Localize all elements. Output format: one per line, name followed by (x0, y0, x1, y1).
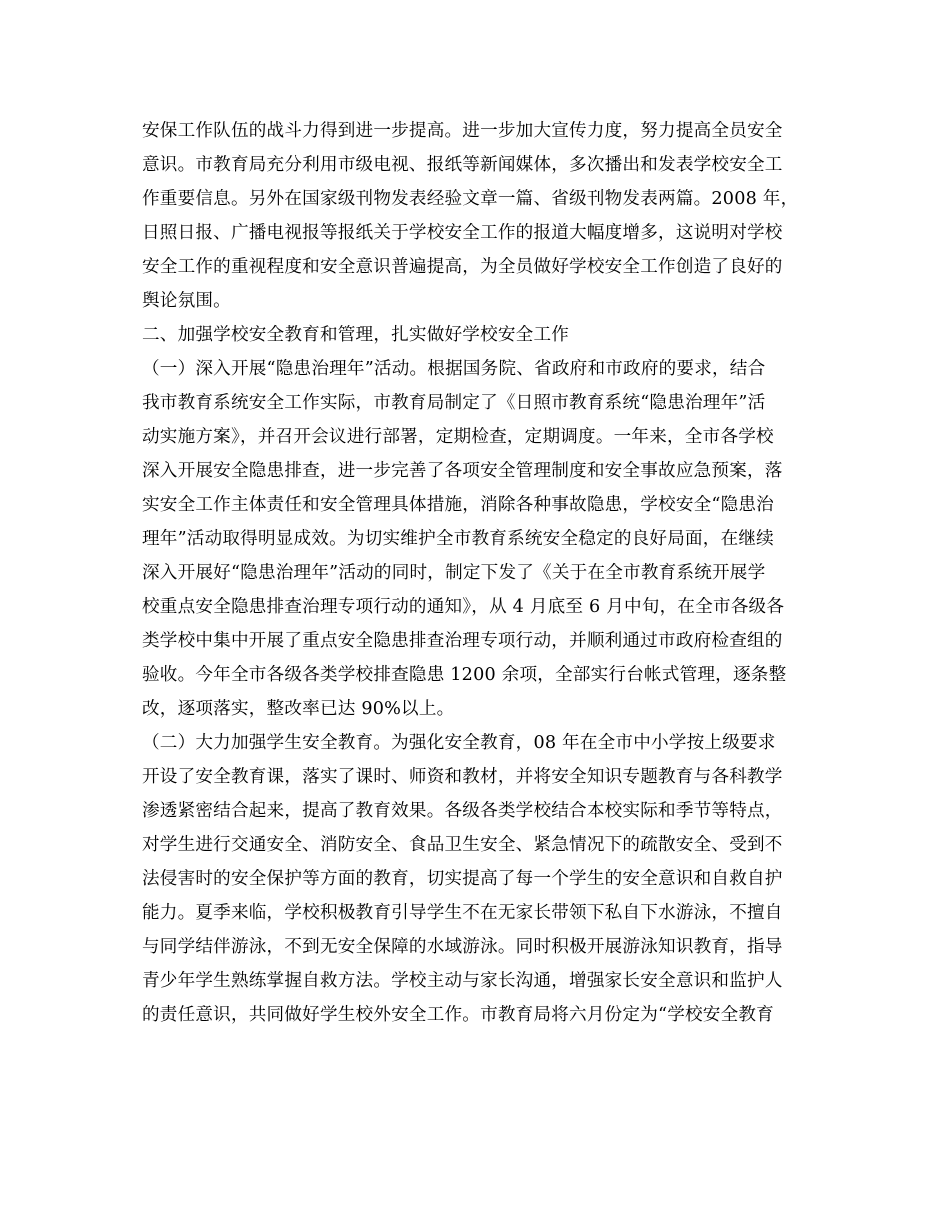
text-line: 动实施方案》，并召开会议进行部署，定期检查，定期调度。一年来，全市各学校 (142, 427, 774, 447)
text-line: 作重要信息。另外在国家级刊物发表经验文章一篇、省级刊物发表两篇。2008 年， (142, 189, 799, 209)
text-line: 实安全工作主体责任和安全管理具体措施，消除各种事故隐患，学校安全“隐患治 (142, 495, 774, 515)
text-line: 改，逐项落实，整改率已达 90%以上。 (142, 699, 455, 719)
text-line: （二）大力加强学生安全教育。为强化安全教育，08 年在全市中小学按上级要求 (142, 733, 776, 753)
text-line: 类学校中集中开展了重点安全隐患排查治理专项行动，并顺利通过市政府检查组的 (142, 631, 783, 651)
text-line: 舆论氛围。 (142, 291, 231, 311)
text-line: 校重点安全隐患排查治理专项行动的通知》，从 4 月底至 6 月中旬，在全市各级各 (142, 597, 785, 617)
section-heading: 二、加强学校安全教育和管理，扎实做好学校安全工作 (142, 325, 570, 345)
text-line: 深入开展安全隐患排查，进一步完善了各项安全管理制度和安全事故应急预案，落 (142, 461, 783, 481)
text-line: 深入开展好“隐患治理年”活动的同时，制定下发了《关于在全市教育系统开展学 (142, 563, 766, 583)
text-line: 开设了安全教育课，落实了课时、师资和教材，并将安全知识专题教育与各科教学 (142, 767, 783, 787)
text-line: 能力。夏季来临，学校积极教育引导学生不在无家长带领下私自下水游泳，不擅自 (142, 903, 783, 923)
text-line: 青少年学生熟练掌握自救方法。学校主动与家长沟通，增强家长安全意识和监护人 (142, 971, 783, 991)
text-line: 与同学结伴游泳，不到无安全保障的水域游泳。同时积极开展游泳知识教育，指导 (142, 937, 783, 957)
text-line: 渗透紧密结合起来，提高了教育效果。各级各类学校结合本校实际和季节等特点， (142, 801, 783, 821)
text-line: 我市教育系统安全工作实际，市教育局制定了《日照市教育系统“隐患治理年”活 (142, 393, 766, 413)
text-line: 的责任意识，共同做好学生校外安全工作。市教育局将六月份定为“学校安全教育 (142, 1005, 774, 1025)
text-line: 意识。市教育局充分利用市级电视、报纸等新闻媒体，多次播出和发表学校安全工 (142, 155, 783, 175)
text-line: 日照日报、广播电视报等报纸关于学校安全工作的报道大幅度增多，这说明对学校 (142, 223, 783, 243)
text-line: 理年”活动取得明显成效。为切实维护全市教育系统安全稳定的良好局面，在继续 (142, 529, 774, 549)
text-line: 法侵害时的安全保护等方面的教育，切实提高了每一个学生的安全意识和自救自护 (142, 869, 783, 889)
text-line: 安保工作队伍的战斗力得到进一步提高。进一步加大宣传力度，努力提高全员安全 (142, 121, 783, 141)
text-line: 对学生进行交通安全、消防安全、食品卫生安全、紧急情况下的疏散安全、受到不 (142, 835, 783, 855)
body-text (142, 114, 822, 1032)
text-line: （一）深入开展“隐患治理年”活动。根据国务院、省政府和市政府的要求，结合 (142, 359, 766, 379)
text-line: 安全工作的重视程度和安全意识普遍提高，为全员做好学校安全工作创造了良好的 (142, 257, 783, 277)
text-line: 验收。今年全市各级各类学校排查隐患 1200 余项，全部实行台帐式管理，逐条整 (142, 665, 787, 685)
